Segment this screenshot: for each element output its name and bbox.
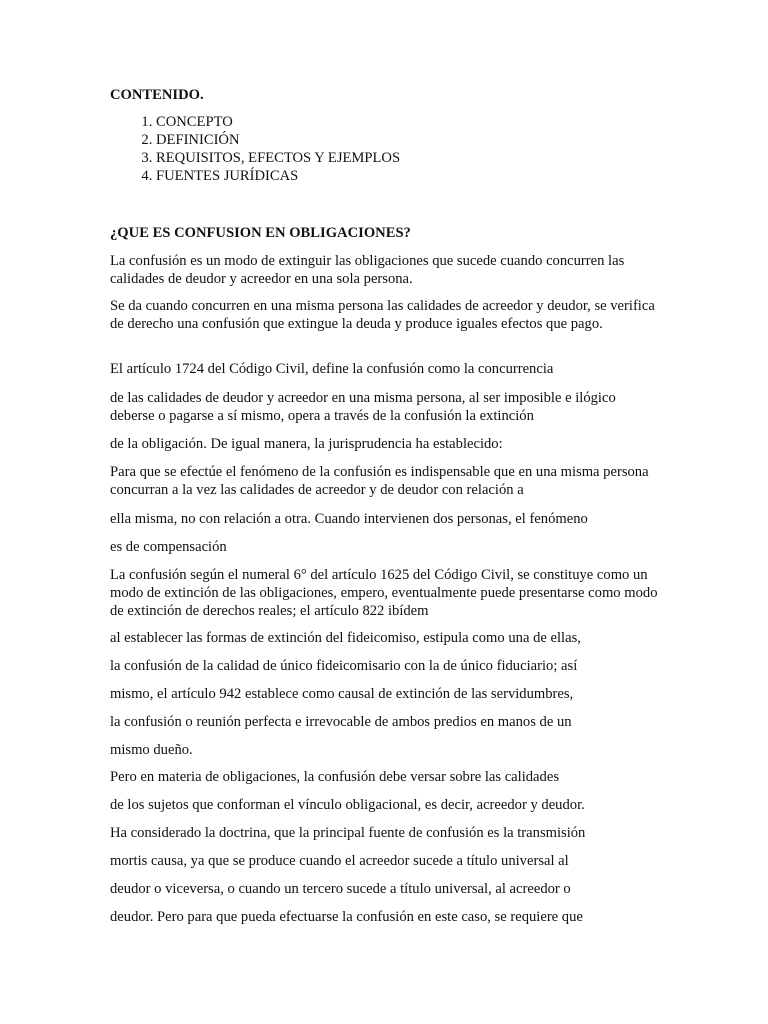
toc-item-requisitos: 3. REQUISITOS, EFECTOS Y EJEMPLOS <box>156 149 400 167</box>
paragraph: La confusión según el numeral 6° del artículo 1625 del Código Civil, se constituye como un modo de extinción de las obligaciones, empero, eventualmente puede presentarse como modo de extinción de derechos reales; el artículo 822 ibídem <box>110 567 658 619</box>
toc-item-fuentes: 4. FUENTES JURÍDICAS <box>156 167 400 185</box>
paragraph: mismo, el artículo 942 establece como causal de extinción de las servidumbres, <box>110 686 574 702</box>
paragraph: El artículo 1724 del Código Civil, define la confusión como la concurrencia <box>110 361 554 377</box>
paragraph: de las calidades de deudor y acreedor en una misma persona, al ser imposible e ilógico deberse o pagarse a sí mismo, opera a través de la confusión la extinción <box>110 390 616 424</box>
paragraph: Pero en materia de obligaciones, la confusión debe versar sobre las calidades <box>110 769 559 785</box>
paragraph: de la obligación. De igual manera, la jurisprudencia ha establecido: <box>110 436 503 452</box>
paragraph: Ha considerado la doctrina, que la principal fuente de confusión es la transmisión <box>110 825 586 841</box>
toc-item-concepto: 1. CONCEPTO <box>156 113 400 131</box>
paragraph: la confusión o reunión perfecta e irrevocable de ambos predios en manos de un <box>110 714 572 730</box>
paragraph: ella misma, no con relación a otra. Cuando intervienen dos personas, el fenómeno <box>110 511 588 527</box>
paragraph: al establecer las formas de extinción del fideicomiso, estipula como una de ellas, <box>110 630 581 646</box>
toc-item-definicion: 2. DEFINICIÓN <box>156 131 400 149</box>
paragraph: mismo dueño. <box>110 742 193 758</box>
table-of-contents <box>110 113 400 185</box>
section-heading: ¿QUE ES CONFUSION EN OBLIGACIONES? <box>110 225 411 241</box>
paragraph: mortis causa, ya que se produce cuando el acreedor sucede a título universal al <box>110 853 569 869</box>
paragraph: deudor o viceversa, o cuando un tercero sucede a título universal, al acreedor o <box>110 881 571 897</box>
paragraph: de los sujetos que conforman el vínculo obligacional, es decir, acreedor y deudor. <box>110 797 585 813</box>
paragraph: es de compensación <box>110 539 227 555</box>
paragraph: La confusión es un modo de extinguir las obligaciones que sucede cuando concurren las calidades de deudor y acreedor en una sola persona. <box>110 253 625 287</box>
paragraph: Para que se efectúe el fenómeno de la confusión es indispensable que en una misma persona concurran a la vez las calidades de acreedor y de deudor con relación a <box>110 464 649 498</box>
paragraph: la confusión de la calidad de único fideicomisario con la de único fiduciario; así <box>110 658 578 674</box>
paragraph: deudor. Pero para que pueda efectuarse la confusión en este caso, se requiere que <box>110 909 583 925</box>
paragraph: Se da cuando concurren en una misma persona las calidades de acreedor y deudor, se verifica de derecho una confusión que extingue la deuda y produce iguales efectos que pago. <box>110 298 655 332</box>
contents-title: CONTENIDO. <box>110 87 204 103</box>
